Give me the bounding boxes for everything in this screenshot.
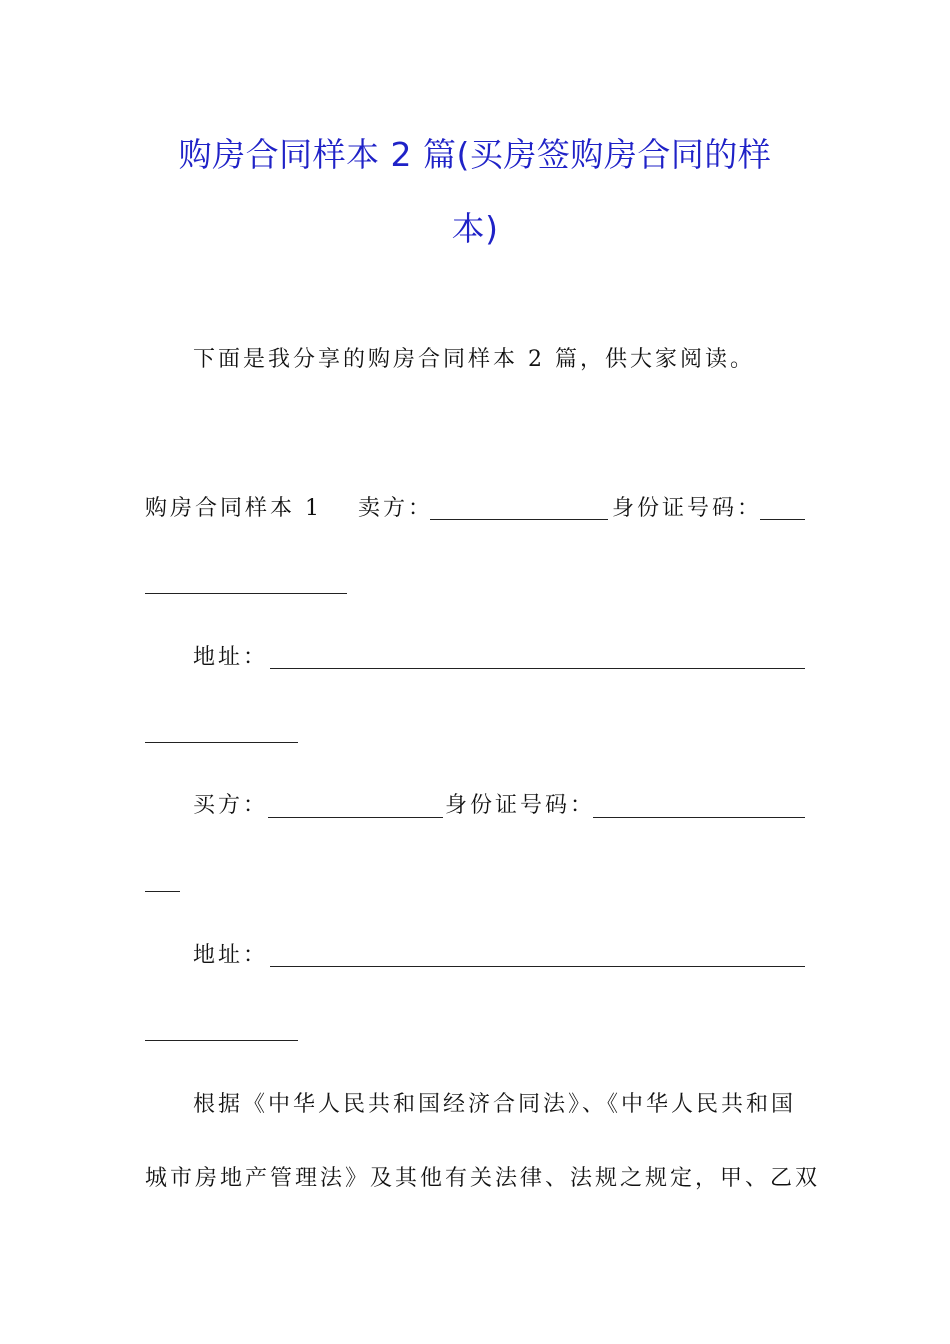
title-line-1: 购房合同样本 2 篇(买房签购房合同的样: [178, 135, 772, 174]
contract-paragraph-line-2: 城市房地产管理法》及其他有关法律、法规之规定，甲、乙双: [145, 1166, 821, 1191]
seller-id-label: 身份证号码：: [612, 496, 763, 521]
sample-heading: 购房合同样本 1: [145, 496, 322, 521]
buyer-address-label: 地址：: [193, 943, 269, 968]
intro-paragraph: 下面是我分享的购房合同样本 2 篇，供大家阅读。: [193, 347, 755, 372]
buyer-label: 买方：: [193, 793, 269, 818]
seller-id-blank-end: [145, 593, 347, 594]
document-title: [145, 118, 805, 266]
buyer-id-blank-end: [145, 891, 180, 892]
contract-paragraph-line-1: 根据《中华人民共和国经济合同法》、《中华人民共和国: [193, 1092, 797, 1117]
buyer-id-label: 身份证号码：: [445, 793, 596, 818]
seller-name-blank: [430, 519, 608, 520]
seller-id-blank-start: [760, 519, 805, 520]
buyer-address-blank-end: [145, 1040, 298, 1041]
buyer-name-blank: [268, 817, 443, 818]
seller-label: 卖方：: [358, 496, 434, 521]
seller-address-blank-end: [145, 742, 298, 743]
buyer-id-blank-start: [593, 817, 805, 818]
seller-address-label: 地址：: [193, 645, 269, 670]
seller-line: [145, 494, 322, 524]
title-line-2: 本): [451, 209, 499, 248]
seller-address-blank-start: [270, 668, 805, 669]
buyer-address-blank-start: [270, 966, 805, 967]
